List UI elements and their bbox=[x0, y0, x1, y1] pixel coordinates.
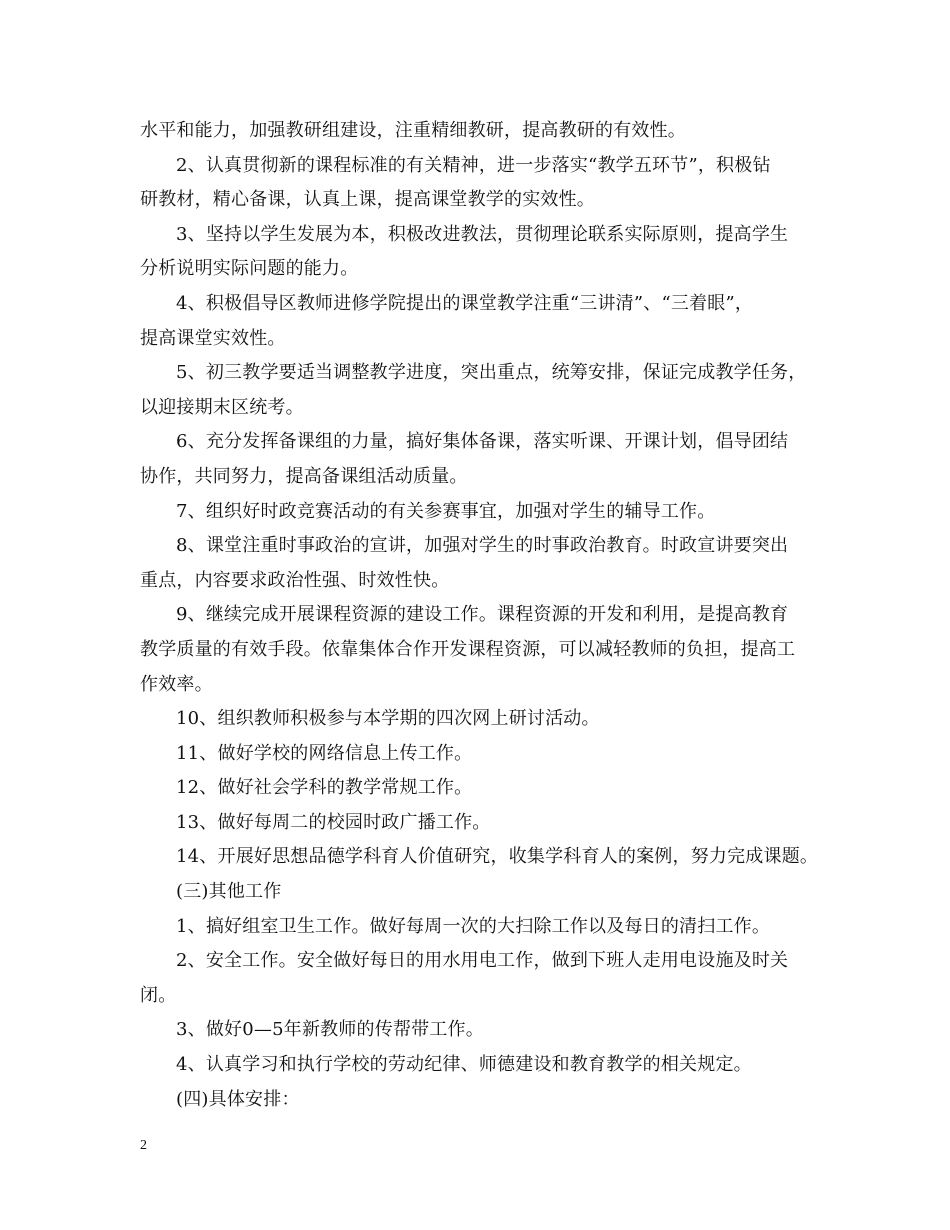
text-line: 11、做好学校的网络信息上传工作。 bbox=[176, 742, 473, 764]
text-line: 作效率。 bbox=[140, 673, 213, 695]
text-line: 3、坚持以学生发展为本，积极改进教法，贯彻理论联系实际原则，提高学生 bbox=[176, 223, 789, 245]
text-line: 重点，内容要求政治性强、时效性快。 bbox=[140, 569, 450, 591]
text-line: 分析说明实际问题的能力。 bbox=[140, 258, 359, 280]
text-line: 13、做好每周二的校园时政广播工作。 bbox=[176, 811, 491, 833]
text-line: 8、课堂注重时事政治的宣讲，加强对学生的时事政治教育。时政宣讲要突出 bbox=[176, 535, 789, 557]
text-line: 2、安全工作。安全做好每日的用水用电工作，做到下班人走用电设施及时关 bbox=[176, 950, 789, 972]
text-line: 提高课堂实效性。 bbox=[140, 327, 286, 349]
text-line: 12、做好社会学科的教学常规工作。 bbox=[176, 777, 473, 799]
document-body bbox=[140, 114, 830, 1117]
text-line: 6、充分发挥备课组的力量，搞好集体备课，落实听课、开课计划，倡导团结 bbox=[176, 431, 789, 453]
text-line: 水平和能力，加强教研组建设，注重精细教研，提高教研的有效性。 bbox=[140, 120, 686, 141]
text-line: 4、认真学习和执行学校的劳动纪律、师德建设和教育教学的相关规定。 bbox=[176, 1054, 752, 1076]
text-line: 7、组织好时政竞赛活动的有关参赛事宜，加强对学生的辅导工作。 bbox=[176, 500, 716, 522]
text-line: 闭。 bbox=[140, 984, 177, 1006]
text-line: 10、组织教师积极参与本学期的四次网上研讨活动。 bbox=[176, 708, 600, 730]
text-line: 1、搞好组室卫生工作。做好每周一次的大扫除工作以及每日的清扫工作。 bbox=[176, 915, 771, 937]
text-line: 3、做好0—5年新教师的传帮带工作。 bbox=[176, 1019, 484, 1041]
section-heading: (三)其他工作 bbox=[176, 881, 282, 903]
text-line: 14、开展好思想品德学科育人价值研究，收集学科育人的案例，努力完成课题。 bbox=[176, 846, 819, 868]
section-heading: (四)具体安排： bbox=[176, 1088, 300, 1110]
text-line: 4、积极倡导区教师进修学院提出的课堂教学注重“三讲清”、“三着眼”， bbox=[176, 292, 754, 314]
text-line: 5、初三教学要适当调整教学进度，突出重点，统筹安排，保证完成教学任务， bbox=[176, 362, 807, 384]
text-line: 2、认真贯彻新的课程标准的有关精神，进一步落实“教学五环节”，积极钻 bbox=[176, 154, 771, 176]
text-line: 以迎接期末区统考。 bbox=[140, 396, 304, 418]
text-line: 9、继续完成开展课程资源的建设工作。课程资源的开发和利用，是提高教育 bbox=[176, 604, 789, 626]
page-number: 2 bbox=[140, 1138, 147, 1153]
text-line: 教学质量的有效手段。依靠集体合作开发课程资源，可以减轻教师的负担，提高工 bbox=[140, 638, 796, 660]
text-line: 研教材，精心备课，认真上课，提高课堂教学的实效性。 bbox=[140, 189, 595, 211]
text-line: 协作，共同努力，提高备课组活动质量。 bbox=[140, 465, 468, 487]
